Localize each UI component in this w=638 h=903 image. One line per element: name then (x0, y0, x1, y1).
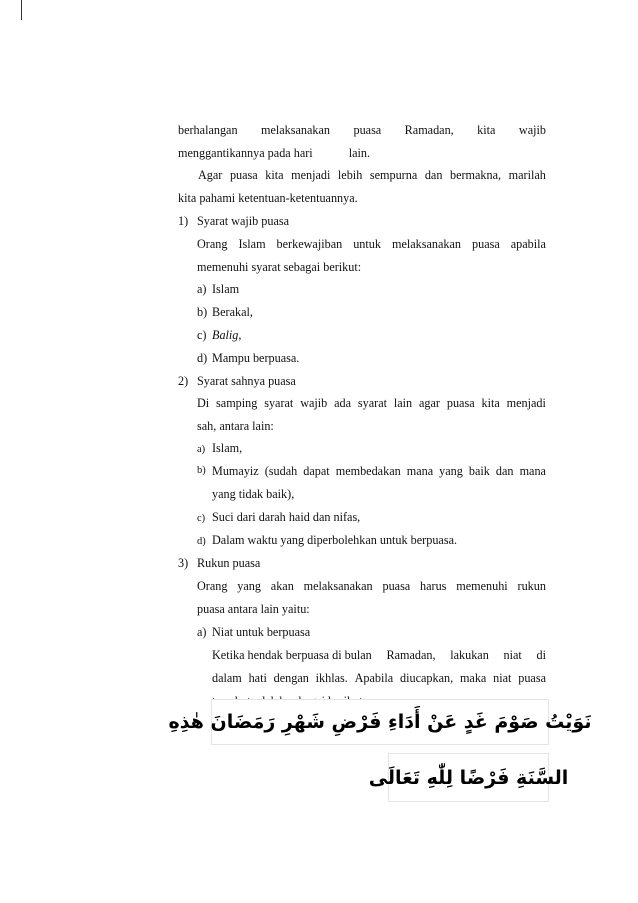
list-text: Berakal, (212, 305, 253, 319)
paragraph-line (197, 600, 310, 618)
word: agar (419, 396, 440, 410)
word: dan (495, 464, 514, 478)
word: melaksanakan (303, 579, 373, 593)
word: Apabila (354, 671, 394, 685)
word: ikhlas. (315, 671, 348, 685)
word: baik (468, 464, 490, 478)
text: menggantikannya pada hari (178, 146, 313, 160)
word: dengan (273, 671, 309, 685)
word: melaksanakan (391, 237, 461, 251)
word: kita (481, 396, 500, 410)
list-item-continuation (212, 485, 294, 503)
section-title: Syarat sahnya puasa (197, 374, 296, 388)
word: puasa (472, 237, 500, 251)
section-heading (178, 372, 296, 390)
section-heading (178, 212, 289, 230)
paragraph-line (178, 144, 370, 162)
arabic-niat-line-1 (168, 699, 592, 745)
list-text: Mampu berpuasa. (212, 351, 300, 365)
word: yang (237, 579, 261, 593)
list-item (197, 508, 360, 528)
word: dapat (303, 464, 330, 478)
text: puasa antara lain yaitu: (197, 602, 310, 616)
section-number: 3) (178, 556, 189, 570)
list-item (197, 303, 253, 321)
list-letter: d) (197, 351, 208, 365)
word: sempurna (369, 168, 418, 182)
word: puasa (382, 579, 411, 593)
paragraph-line (197, 258, 361, 276)
word: Orang (197, 579, 228, 593)
word: puasa (229, 168, 258, 182)
text: kita pahami ketentuan-ketentuannya. (178, 191, 358, 205)
word: bermakna, (449, 168, 502, 182)
arabic-text: السَّنَةِ فَرْضًا لِلّٰهِ تَعَالَى (368, 766, 569, 789)
list-text-suffix: , (238, 328, 242, 342)
text: lain. (348, 146, 371, 160)
word: apabila (510, 237, 546, 251)
list-item (197, 349, 299, 367)
word: yang (439, 464, 463, 478)
word: niat (503, 648, 522, 662)
list-letter: d) (197, 536, 206, 547)
word: Ketika hendak berpuasa di bulan (212, 648, 372, 662)
word: ada (334, 396, 352, 410)
word: untuk (353, 237, 381, 251)
word: Di (197, 396, 210, 410)
word: Agar (198, 168, 223, 182)
word: wajib (300, 396, 328, 410)
paragraph-line (198, 166, 546, 184)
word: hati (248, 671, 267, 685)
word: mana (519, 464, 546, 478)
section-heading (178, 554, 260, 572)
list-letter: a) (197, 625, 207, 639)
word: menjadi (291, 168, 331, 182)
section-number: 2) (178, 374, 189, 388)
list-item (197, 326, 241, 344)
word: dalam (212, 671, 242, 685)
word: kita (265, 168, 284, 182)
word: lebih (337, 168, 363, 182)
word: lakukan (450, 648, 489, 662)
word: syarat (264, 396, 294, 410)
word: wajib (518, 123, 546, 137)
text: memenuhi syarat sebagai berikut: (197, 260, 362, 274)
list-text (212, 462, 546, 480)
word: puasa (518, 671, 546, 685)
word: berhalangan (178, 123, 238, 137)
word: membedakan (335, 464, 401, 478)
list-letter: b) (197, 305, 208, 319)
list-item (197, 531, 457, 551)
list-letter: b) (197, 465, 206, 476)
word: marilah (508, 168, 546, 182)
word: Ramadan, (386, 648, 436, 662)
paragraph-line (197, 394, 546, 412)
section-title: Rukun puasa (197, 556, 261, 570)
word: niat (493, 671, 512, 685)
list-item (197, 280, 239, 298)
paragraph-line (178, 121, 546, 139)
list-text: Islam, (212, 441, 243, 455)
paragraph-line (197, 417, 274, 435)
word: memenuhi (456, 579, 508, 593)
paragraph-line (212, 669, 546, 687)
list-text: Niat untuk berpuasa (212, 625, 311, 639)
list-text: Islam (212, 282, 240, 296)
word: puasa (353, 123, 382, 137)
word: lain (393, 396, 413, 410)
list-item (197, 439, 242, 459)
section-number: 1) (178, 214, 189, 228)
paragraph-line (197, 235, 546, 253)
list-letter: a) (197, 444, 206, 455)
word: di (536, 648, 546, 662)
list-letter: c) (197, 513, 206, 524)
list-item (197, 623, 310, 641)
word: berkewajiban (276, 237, 343, 251)
list-letter: c) (197, 328, 207, 342)
paragraph-line (212, 646, 546, 664)
word: Islam (238, 237, 266, 251)
list-text: Dalam waktu yang diperbolehkan untuk berpuasa. (212, 533, 458, 547)
list-text: yang tidak baik), (212, 487, 295, 501)
word: maka (459, 671, 487, 685)
arabic-niat-line-2 (368, 753, 569, 802)
word: harus (420, 579, 447, 593)
word: menjadi (506, 396, 546, 410)
list-letter: a) (197, 282, 207, 296)
word: Mumayiz (212, 464, 259, 478)
section-title: Syarat wajib puasa (197, 214, 290, 228)
word: mana (406, 464, 434, 478)
arabic-text: نَوَيْتُ صَوْمَ غَدٍ عَنْ أَدَاءِ فَرْضِ شَهْرِ رَمَضَانَ هٰذِهِ (168, 711, 592, 733)
word: rukun (517, 579, 546, 593)
word: akan (270, 579, 294, 593)
word: kita (477, 123, 496, 137)
crop-mark (21, 0, 22, 20)
text: sah, antara lain: (197, 419, 274, 433)
word: Ramadan, (404, 123, 454, 137)
word: diucapkan, (400, 671, 454, 685)
word: (sudah (264, 464, 298, 478)
list-text: Suci dari darah haid dan nifas, (212, 510, 361, 524)
word: dan (424, 168, 443, 182)
word: syarat (357, 396, 388, 410)
list-text: Balig (212, 328, 239, 342)
word: melaksanakan (261, 123, 331, 137)
word: samping (216, 396, 258, 410)
list-item (197, 462, 546, 480)
word: puasa (446, 396, 475, 410)
paragraph-line (178, 189, 358, 207)
word: Orang (197, 237, 228, 251)
paragraph-line (197, 577, 546, 595)
